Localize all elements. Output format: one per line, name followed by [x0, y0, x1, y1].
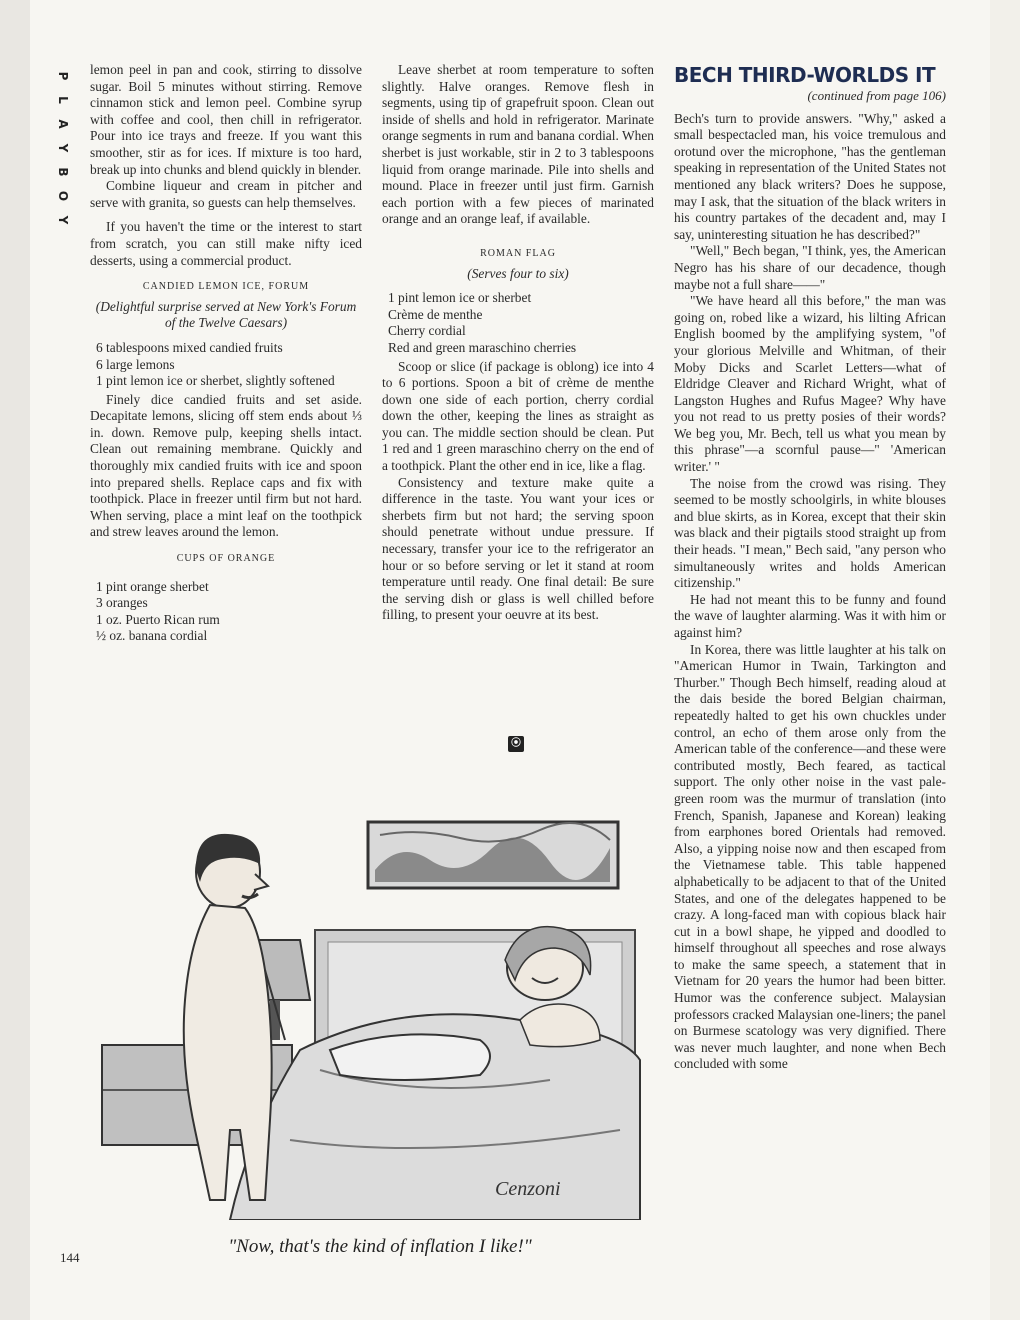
recipe-title: ROMAN FLAG: [480, 247, 556, 259]
paragraph: Finely dice candied fruits and set aside. Decapitate lemons, slicing off stem ends about ⅓ in. down. Remove pulp, keeping shells intact. Clean out remaining membrane. Quickly and thoroughly mix candied fruits with ice and spoon into prepared shells. Replace caps and fix with toothpick. Place in freezer until firm but not hard. When serving, place a mint leaf on the toothpick and strew leaves around the lemon.: [90, 391, 362, 540]
ingredient: Crème de menthe: [388, 306, 483, 322]
ingredient: 1 pint lemon ice or sherbet, slightly softened: [96, 373, 335, 389]
paragraph: The noise from the crowd was rising. They seemed to be mostly schoolgirls, in white blouses and blue skirts, as in Korea, except that their skin was black and their pigtails stood straight up from their heads. "I mean," Bech said, "any person who simultaneously writes and holds American citizenship.": [674, 475, 946, 591]
recipe-subtitle: (Serves four to six): [467, 265, 569, 281]
magazine-name-letter: Y: [56, 143, 70, 153]
paragraph: Scoop or slice (if package is oblong) ice into 4 to 6 portions. Spoon a bit of crème de menthe down one side of each portion, cherry cordial down the other, keeping the lines as straight as you can. The middle section should be clean. Put 1 red and 1 green maraschino cherry on the end of a toothpick. Plant the other end in ice, like a flag.: [382, 358, 654, 474]
cartoon-signature: Cenzoni: [495, 1178, 561, 1200]
article-end-mark-icon: ⦿: [508, 736, 524, 752]
paragraph: lemon peel in pan and cook, stirring to dissolve sugar. Boil 5 minutes without stirring. Remove cinnamon stick and lemon peel. Combine syrup with coffee and cool, then chill in refrigerator. Pour into ice trays and freeze. If you want this smoother, stir as for ices. If mixture is too hard, break up into chunks and blend quickly in blender.: [90, 62, 362, 177]
ingredient: 1 pint orange sherbet: [96, 578, 209, 594]
magazine-name-letter: B: [56, 167, 70, 177]
cartoon-caption: "Now, that's the kind of inflation I like!": [228, 1236, 532, 1257]
paragraph: Combine liqueur and cream in pitcher and serve with granita, so guests can help themselves.: [90, 178, 362, 210]
column-3: [674, 62, 946, 1073]
ingredient: Red and green maraschino cherries: [388, 339, 577, 355]
ingredient: 1 pint lemon ice or sherbet: [388, 290, 532, 306]
paragraph: Consistency and texture make quite a difference in the taste. You want your ices or sherbets firm but not hard; the serving spoon should penetrate without undue pressure. If necessary, transfer your ice to the refrigerator an hour or so before serving or let it stand at room temperature until ready. One final detail: Be sure the serving dish or glass is well chilled before filling, to present your oeuvre at its best.: [382, 474, 654, 623]
column-2: [382, 62, 654, 624]
column-1: [90, 62, 362, 647]
paragraph: "We have heard all this before," the man was going on, robed like a wizard, his lilting African English boomed by the amplifying system, "of your glorious Melville and Whitman, of their Moby Dicks and Scarlet Letters—what of Eldridge Cleaver and Richard Wright, what of Langston Hughes and Rufus Magee? Why have you not read to us pretty posies of their words? We beg you, Mr. Bech, tell us what you mean by this phrase"—a scornful pause—" 'American writer.' ": [674, 293, 946, 475]
ingredient-list: [90, 340, 362, 390]
magazine-name-letter: L: [56, 96, 70, 104]
ingredient: Cherry cordial: [388, 323, 466, 339]
ingredient-list: [382, 290, 654, 356]
ingredient: 6 large lemons: [96, 356, 175, 372]
paragraph: "Well," Bech began, "I think, yes, the American Negro has his share of our decadence, though maybe not a full share——": [674, 243, 946, 292]
page-edge: [0, 0, 30, 1320]
ingredient: 3 oranges: [96, 595, 148, 611]
recipe-title: CANDIED LEMON ICE, FORUM: [142, 281, 310, 293]
continued-note: (continued from page 106): [807, 88, 946, 103]
magazine-side-label: [54, 64, 72, 232]
paragraph: Leave sherbet at room temperature to soften slightly. Halve oranges. Remove flesh in segments, using tip of grapefruit spoon. Clean out inside of shells and hold in refrigerator. Marinate orange segments in rum and banana cordial. When sherbet is just workable, stir in 2 to 3 tablespoons liquid from orange marinade. Pile into shells and mound. Place in freezer until just firm. Garnish each portion with a few pieces of marinated orange and an orange leaf, if available.: [382, 62, 654, 227]
ingredient: 1 oz. Puerto Rican rum: [96, 611, 220, 627]
paragraph: Bech's turn to provide answers. "Why," asked a small bespectacled man, his voice tremulous and orotund over the microphone, "has the gentleman speaking in representation of the United States not mentioned any black writers? Does he suppose, may I ask, that the situation of the black writers in his country partakes of the decadent and, may I say, uninteresting situation he has described?": [674, 110, 946, 242]
magazine-name-letter: Y: [56, 215, 70, 225]
magazine-name-letter: P: [56, 71, 70, 81]
paragraph: If you haven't the time or the interest to start from scratch, you can still make nifty iced desserts, using a commercial product.: [90, 219, 362, 268]
paragraph: He had not meant this to be funny and found the wave of laughter alarming. Was it with him or against him?: [674, 591, 946, 640]
page-number: 144: [60, 1250, 80, 1265]
ingredient: ½ oz. banana cordial: [96, 628, 208, 644]
cartoon-illustration: [100, 800, 660, 1220]
magazine-name-letter: O: [56, 190, 70, 202]
article-title: BECH THIRD-WORLDS IT: [674, 63, 936, 87]
recipe-subtitle: (Delightful surprise served at New York's Forum of the Twelve Caesars): [95, 298, 357, 331]
recipe-title: CUPS OF ORANGE: [176, 553, 276, 565]
ingredient: 6 tablespoons mixed candied fruits: [96, 339, 283, 355]
ingredient-list: [90, 579, 362, 645]
paragraph: In Korea, there was little laughter at his talk on "American Humor in Twain, Tarkington and Thurber." Though Bech himself, reading aloud at the dais beside the bored Belgian chairman, repeatedly halted to get his own chuckles under control, an echo of them arose only from the American table of the conference—and these were contributed mostly, Bech feared, as tactical support. The only other noise in the vast pale-green room was the murmur of translation (into French, Spanish, Japanese and Korean) leaking from earphones bored Orientals had removed. Also, a yipping noise now and then escaped from the Vietnamese table. This table happened alphabetically to be adjacent to that of the United States, and one of the delegates happened to be crazy. A long-faced man with copious black hair cut in a bowl shape, he yipped and doodled to himself throughout all speeches and rose always to make the same speech, a statement that in Vietnam for 20 years the humor had been bitter. Humor was the conference subject. Malaysian professors cracked Malaysian one-liners; the panel on Burmese scatology was very dignified. There was never much laughter, and none when Bech concluded with some: [674, 641, 946, 1072]
magazine-name-letter: A: [56, 119, 70, 129]
